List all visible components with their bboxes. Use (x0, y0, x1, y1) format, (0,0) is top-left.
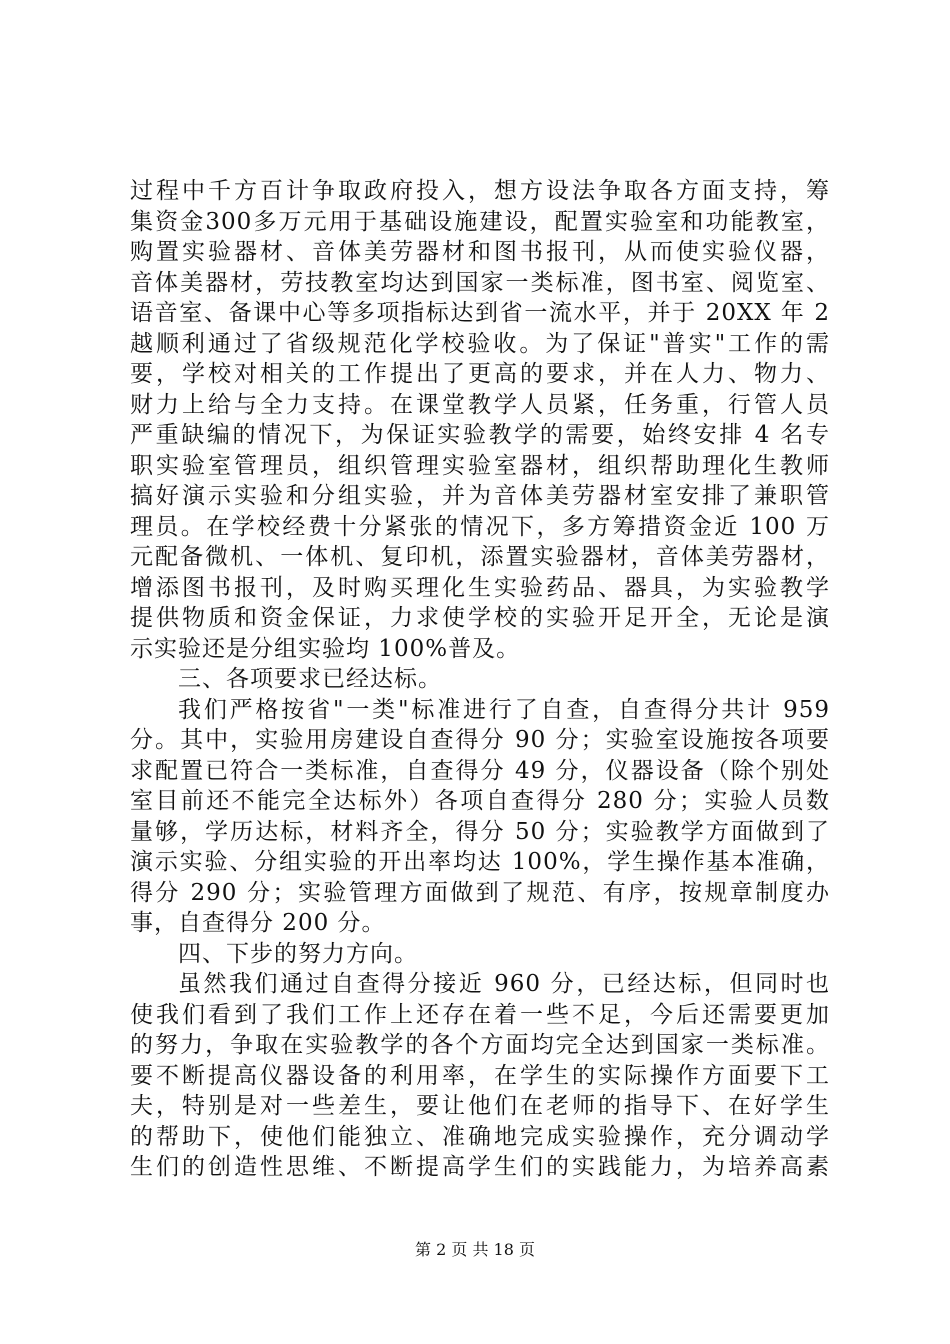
text-line: 过程中千方百计争取政府投入，想方设法争取各方面支持，筹 (130, 178, 830, 204)
text-line: 音体美器材，劳技教室均达到国家一类标准，图书室、阅览室、 (130, 269, 830, 296)
text-line: 夫，特别是对一些差生，要让他们在老师的指导下、在好学生 (130, 1093, 830, 1119)
text-line: 财力上给与全力支持。在课堂教学人员紧，任务重，行管人员 (130, 391, 830, 418)
text-line: 搞好演示实验和分组实验，并为音体美劳器材室安排了兼职管 (130, 483, 830, 509)
text-line: 理员。在学校经费十分紧张的情况下，多方筹措资金近 100 万 (130, 513, 830, 540)
text-line: 提供物质和资金保证，力求使学校的实验开足开全，无论是演 (130, 605, 830, 631)
text-line: 要，学校对相关的工作提出了更高的要求，并在人力、物力、 (130, 361, 830, 387)
text-line: 使我们看到了我们工作上还存在着一些不足，今后还需要更加 (130, 1001, 830, 1028)
text-line: 职实验室管理员，组织管理实验室器材，组织帮助理化生教师 (130, 452, 830, 479)
text-line: 事，自查得分 200 分。 (130, 910, 386, 936)
text-line: 生们的创造性思维、不断提高学生们的实践能力，为培养高素 (130, 1154, 830, 1180)
text-line: 集资金300多万元用于基础设施建设，配置实验室和功能教室， (130, 208, 830, 235)
text-line: 语音室、备课中心等多项指标达到省一流水平，并于 20XX 年 2 (130, 300, 830, 326)
text-line: 严重缺编的情况下，为保证实验教学的需要，始终安排 4 名专 (130, 422, 830, 448)
text-line: 我们严格按省"一类"标准进行了自查，自查得分共计 959 (178, 696, 830, 723)
text-line: 越顺利通过了省级规范化学校验收。为了保证"普实"工作的需 (130, 330, 830, 357)
section-heading: 四、下步的努力方向。 (178, 940, 418, 967)
text-line: 量够，学历达标，材料齐全，得分 50 分；实验教学方面做到了 (130, 818, 830, 845)
page-footer (0, 1240, 950, 1260)
text-line: 示实验还是分组实验均 100%普及。 (130, 635, 521, 662)
text-line: 演示实验、分组实验的开出率均达 100%，学生操作基本准确， (130, 849, 830, 875)
body-text (130, 176, 830, 1183)
text-line: 元配备微机、一体机、复印机，添置实验器材，音体美劳器材， (130, 544, 830, 570)
text-line: 要不断提高仪器设备的利用率，在学生的实际操作方面要下工 (130, 1062, 830, 1089)
text-line: 分。其中，实验用房建设自查得分 90 分；实验室设施按各项要 (130, 727, 830, 753)
text-line: 购置实验器材、音体美劳器材和图书报刊，从而使实验仪器， (130, 239, 830, 265)
text-line: 室目前还不能完全达标外）各项自查得分 280 分；实验人员数 (130, 788, 830, 814)
page-number: 第 2 页 共 18 页 (415, 1240, 535, 1259)
text-line: 的努力，争取在实验教学的各个方面均完全达到国家一类标准。 (130, 1032, 830, 1058)
section-heading: 三、各项要求已经达标。 (178, 666, 442, 692)
text-line: 求配置已符合一类标准，自查得分 49 分，仪器设备（除个别处 (130, 757, 830, 784)
text-line: 虽然我们通过自查得分接近 960 分，已经达标，但同时也 (178, 971, 830, 997)
text-line: 的帮助下，使他们能独立、准确地完成实验操作，充分调动学 (130, 1123, 830, 1150)
text-line: 增添图书报刊，及时购买理化生实验药品、器具，为实验教学 (130, 574, 830, 601)
text-line: 得分 290 分；实验管理方面做到了规范、有序，按规章制度办 (130, 879, 830, 906)
